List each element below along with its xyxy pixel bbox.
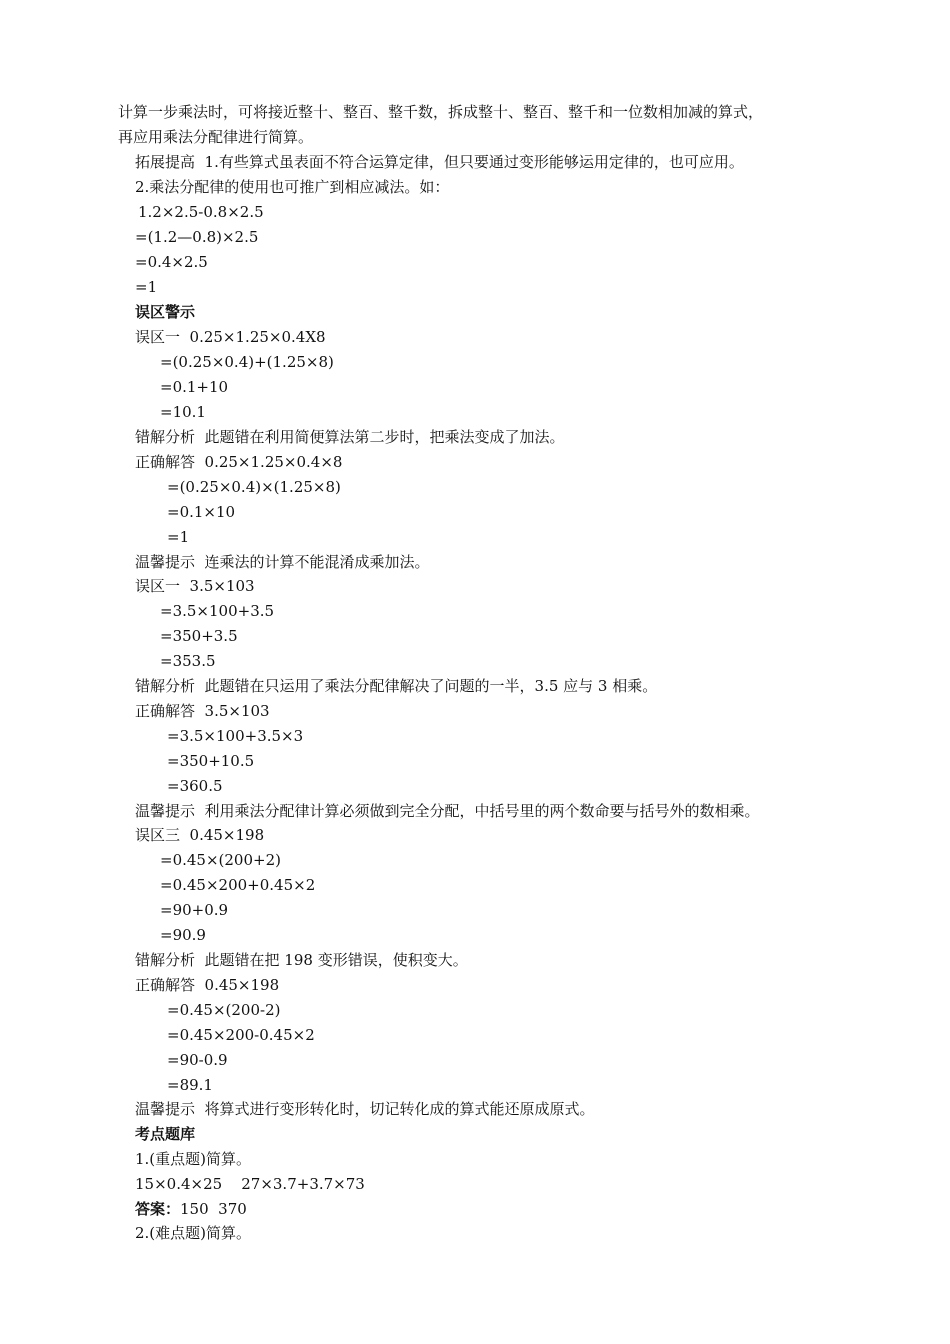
- mistake-2-title: 误区一 3.5×103: [135, 577, 255, 595]
- answer-values: 150 370: [180, 1200, 247, 1218]
- mistakes-heading: 误区警示: [135, 303, 196, 321]
- extension-step: =(1.2—0.8)×2.5: [135, 228, 259, 246]
- question-2: 2.(难点题)简算。: [135, 1224, 252, 1242]
- mistake-3-correct-step: =0.45×200-0.45×2: [167, 1026, 315, 1044]
- intro-line-1: 计算一步乘法时，可将接近整十、整百、整千数，拆成整十、整百、整千和一位数相加减的算式，: [118, 103, 764, 121]
- mistake-1-wrong-step: =(0.25×0.4)+(1.25×8): [160, 353, 334, 371]
- mistake-3-correct-step: =90-0.9: [167, 1051, 228, 1069]
- question-bank-heading: 考点题库: [135, 1125, 196, 1143]
- mistake-1-correct: 正确解答 0.25×1.25×0.4×8: [135, 453, 343, 471]
- mistake-3-wrong-step: =90.9: [160, 926, 206, 944]
- mistake-2-wrong-step: =353.5: [160, 652, 216, 670]
- mistake-1-wrong-step: =10.1: [160, 403, 206, 421]
- extension-step: =0.4×2.5: [135, 253, 208, 271]
- extension-step: =1: [135, 278, 158, 296]
- mistake-2-correct: 正确解答 3.5×103: [135, 702, 270, 720]
- mistake-3-tip: 温馨提示 将算式进行变形转化时，切记转化成的算式能还原成原式。: [135, 1100, 595, 1118]
- answer-label: 答案：: [135, 1200, 181, 1218]
- mistake-3-wrong-step: =0.45×200+0.45×2: [160, 876, 316, 894]
- question-1-expressions: 15×0.4×25 27×3.7+3.7×73: [135, 1175, 365, 1193]
- mistake-2-tip: 温馨提示 利用乘法分配律计算必须做到完全分配，中括号里的两个数命要与括号外的数相乘。: [135, 802, 760, 820]
- mistake-3-wrong-step: =90+0.9: [160, 901, 229, 919]
- mistake-3-correct: 正确解答 0.45×198: [135, 976, 280, 994]
- mistake-2-correct-step: =350+10.5: [167, 752, 255, 770]
- mistake-3-title: 误区三 0.45×198: [135, 826, 265, 844]
- mistake-2-wrong-step: =350+3.5: [160, 627, 238, 645]
- mistake-1-wrong-step: =0.1+10: [160, 378, 229, 396]
- mistake-1-title: 误区一 0.25×1.25×0.4X8: [135, 328, 326, 346]
- mistake-3-correct-step: =89.1: [167, 1076, 213, 1094]
- answer-line: [135, 1199, 247, 1219]
- extension-step: 1.2×2.5-0.8×2.5: [138, 203, 264, 221]
- mistake-2-correct-step: =360.5: [167, 777, 223, 795]
- mistake-1-analysis: 错解分析 此题错在利用简便算法第二步时，把乘法变成了加法。: [135, 428, 565, 446]
- question-1: 1.(重点题)简算。: [135, 1150, 252, 1168]
- mistake-2-wrong-step: =3.5×100+3.5: [160, 602, 275, 620]
- mistake-1-correct-step: =0.1×10: [167, 503, 236, 521]
- mistake-1-correct-step: =(0.25×0.4)×(1.25×8): [167, 478, 341, 496]
- mistake-1-tip: 温馨提示 连乘法的计算不能混淆成乘加法。: [135, 553, 430, 571]
- mistake-2-correct-step: =3.5×100+3.5×3: [167, 727, 304, 745]
- mistake-2-analysis: 错解分析 此题错在只运用了乘法分配律解决了问题的一半，3.5 应与 3 相乘。: [135, 677, 658, 695]
- intro-line-2: 再应用乘法分配律进行简算。: [118, 128, 314, 146]
- mistake-3-wrong-step: =0.45×(200+2): [160, 851, 281, 869]
- mistake-1-correct-step: =1: [167, 528, 190, 546]
- extension-line-2: 2.乘法分配律的使用也可推广到相应减法。如：: [135, 178, 450, 196]
- extension-line-1: 拓展提高 1.有些算式虽表面不符合运算定律，但只要通过变形能够运用定律的，也可应用。: [135, 153, 744, 171]
- mistake-3-analysis: 错解分析 此题错在把 198 变形错误，使积变大。: [135, 951, 468, 969]
- mistake-3-correct-step: =0.45×(200-2): [167, 1001, 281, 1019]
